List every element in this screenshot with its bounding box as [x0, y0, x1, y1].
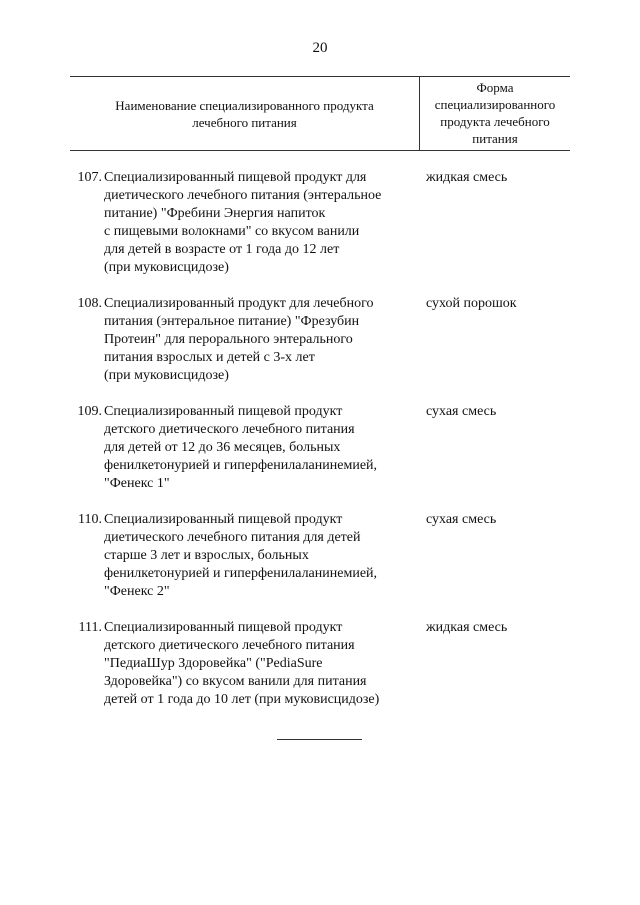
header-name-column	[70, 77, 420, 150]
row-product-name	[104, 403, 426, 493]
row-number: 110.	[78, 512, 102, 527]
row-name-line: диетического лечебного питания для детей	[104, 530, 361, 545]
row-number: 111.	[78, 620, 102, 635]
row-name-line: питания (энтеральное питание) "Фрезубин	[104, 314, 360, 329]
row-name-line: детского диетического лечебного питания	[104, 422, 355, 437]
table-row	[70, 169, 570, 277]
row-name-line: детского диетического лечебного питания	[104, 638, 355, 653]
row-product-form: жидкая смесь	[426, 620, 508, 635]
row-name-line: Протеин" для перорального энтерального	[104, 332, 353, 347]
row-product-form: жидкая смесь	[426, 170, 508, 185]
products-table	[70, 76, 570, 709]
table-header	[70, 76, 570, 151]
table-row	[70, 403, 570, 493]
header-form-line: продукта лечебного	[440, 114, 550, 129]
end-rule-divider	[277, 739, 362, 740]
row-name-line: для детей от 12 до 36 месяцев, больных	[104, 440, 341, 455]
row-name-line: "ПедиаШур Здоровейка" ("PediaSure	[104, 656, 323, 671]
row-name-line: для детей в возрасте от 1 года до 12 лет	[104, 242, 340, 257]
row-name-line: (при муковисцидозе)	[104, 260, 229, 275]
table-row	[70, 295, 570, 385]
table-row	[70, 511, 570, 601]
header-form-column	[420, 77, 570, 150]
row-name-line: фенилкетонурией и гиперфенилаланинемией,	[104, 566, 378, 581]
row-product-form: сухая смесь	[426, 512, 497, 527]
header-form-line: Форма	[476, 80, 514, 95]
row-name-line: (при муковисцидозе)	[104, 368, 229, 383]
row-product-form: сухая смесь	[426, 404, 497, 419]
row-name-line: питание) "Фребини Энергия напиток	[104, 206, 326, 221]
row-name-line: Здоровейка") со вкусом ванили для питания	[104, 674, 367, 689]
row-name-line: детей от 1 года до 10 лет (при муковисцидозе)	[104, 692, 380, 707]
row-name-line: Специализированный продукт для лечебного	[104, 296, 374, 311]
row-name-line: фенилкетонурией и гиперфенилаланинемией,	[104, 458, 378, 473]
table-body	[70, 169, 570, 709]
row-product-name	[104, 619, 426, 709]
row-name-line: Специализированный пищевой продукт	[104, 404, 343, 419]
row-number: 109.	[77, 404, 102, 419]
header-form-line: питания	[472, 131, 518, 146]
row-number: 108.	[77, 296, 102, 311]
row-product-name	[104, 511, 426, 601]
header-name-line: Наименование специализированного продукта	[115, 97, 374, 113]
row-product-name	[104, 169, 426, 277]
page-number: 20	[312, 40, 328, 56]
row-name-line: "Фенекс 2"	[104, 584, 170, 599]
header-name-line: лечебного питания	[192, 114, 297, 130]
row-name-line: Специализированный пищевой продукт для	[104, 170, 367, 185]
row-name-line: Специализированный пищевой продукт	[104, 620, 343, 635]
row-number: 107.	[77, 170, 102, 185]
row-name-line: диетического лечебного питания (энтеральное	[104, 188, 382, 203]
row-name-line: "Фенекс 1"	[104, 476, 170, 491]
row-product-form: сухой порошок	[426, 296, 517, 311]
table-row	[70, 619, 570, 709]
row-product-name	[104, 295, 426, 385]
header-form-line: специализированного	[434, 97, 556, 112]
row-name-line: Специализированный пищевой продукт	[104, 512, 343, 527]
row-name-line: старше 3 лет и взрослых, больных	[104, 548, 309, 563]
row-name-line: питания взрослых и детей с 3-х лет	[104, 350, 315, 365]
row-name-line: с пищевыми волокнами" со вкусом ванили	[104, 224, 360, 239]
